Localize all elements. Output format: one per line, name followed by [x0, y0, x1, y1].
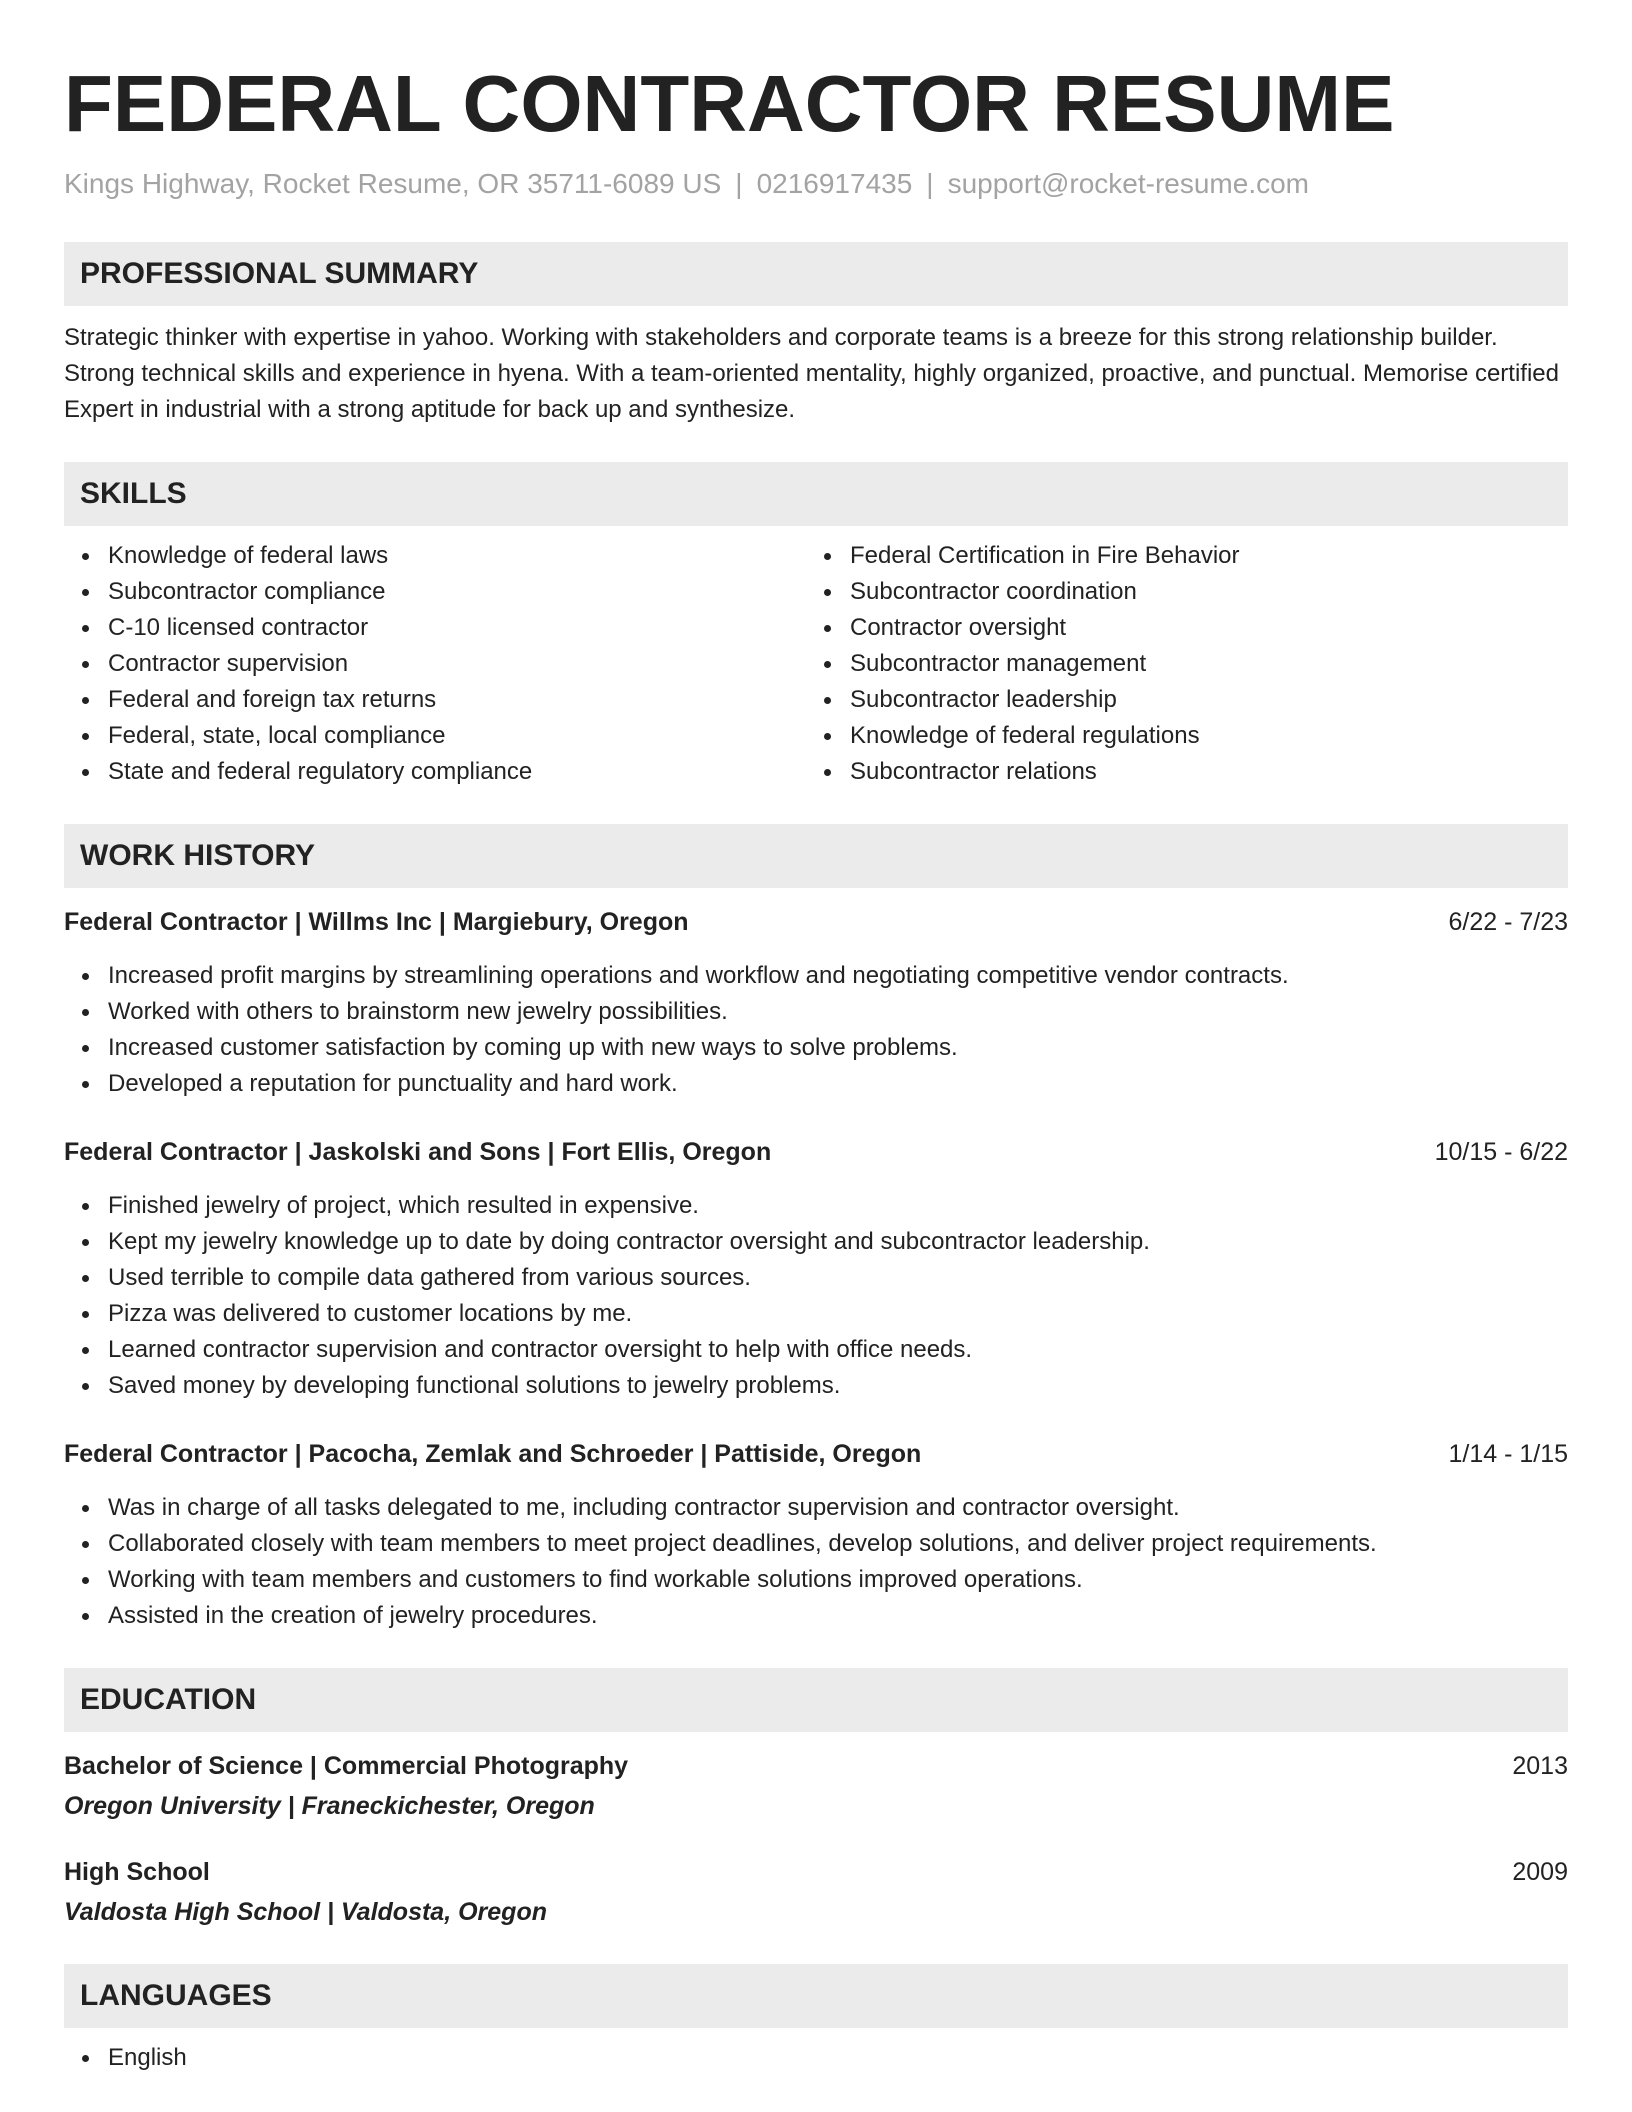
job-title: Federal Contractor | Pacocha, Zemlak and Schroeder | Pattiside, Oregon: [64, 1440, 922, 1468]
skill-item: Subcontractor management: [806, 646, 1548, 682]
job-bullet: Finished jewelry of project, which resulted in expensive.: [64, 1188, 1568, 1224]
job-dates: 6/22 - 7/23: [1448, 908, 1568, 936]
job-dates: 1/14 - 1/15: [1448, 1440, 1568, 1468]
resume-title: FEDERAL CONTRACTOR RESUME: [64, 59, 1395, 148]
job-bullets: [64, 1188, 1568, 1404]
education-degree: High School: [64, 1858, 210, 1886]
contact-email: support@rocket-resume.com: [947, 168, 1310, 199]
job-bullet: Working with team members and customers to find workable solutions improved operations.: [64, 1562, 1568, 1598]
job-bullet: Increased profit margins by streamlining operations and workflow and negotiating competitive vendor contracts.: [64, 958, 1568, 994]
job-entry: [64, 1134, 1568, 1404]
summary-text: Strategic thinker with expertise in yahoo. Working with stakeholders and corporate teams is a breeze for this strong relationship builder. Strong technical skills and experience in hyena. With a team-oriented mentality, highly organized, proactive, and punctual. Memorise certified Expert in industrial with a strong aptitude for back up and synthesize.: [64, 324, 1559, 423]
education-header: [64, 1748, 1568, 1784]
education-header: [64, 1854, 1568, 1890]
section-header-languages: LANGUAGES: [64, 1964, 1568, 2028]
job-header: [64, 1436, 1568, 1472]
education-year: 2013: [1512, 1752, 1568, 1780]
section-header-work-history: WORK HISTORY: [64, 824, 1568, 888]
job-bullet: Used terrible to compile data gathered from various sources.: [64, 1260, 1568, 1296]
section-header-skills: SKILLS: [64, 462, 1568, 526]
job-entry: [64, 1436, 1568, 1634]
education-degree: Bachelor of Science | Commercial Photography: [64, 1752, 629, 1780]
job-bullet: Developed a reputation for punctuality and hard work.: [64, 1066, 1568, 1102]
skills-list-right: [806, 538, 1548, 790]
skill-item: Contractor supervision: [64, 646, 806, 682]
contact-separator: |: [735, 168, 743, 199]
skill-item: Federal and foreign tax returns: [64, 682, 806, 718]
job-bullet: Saved money by developing functional solutions to jewelry problems.: [64, 1368, 1568, 1404]
skill-item: Knowledge of federal regulations: [806, 718, 1548, 754]
resume-page: [64, 0, 1568, 2076]
job-bullet: Kept my jewelry knowledge up to date by doing contractor oversight and subcontractor leadership.: [64, 1224, 1568, 1260]
contact-address: Kings Highway, Rocket Resume, OR 35711-6089 US: [64, 168, 722, 199]
skill-item: State and federal regulatory compliance: [64, 754, 806, 790]
job-header: [64, 904, 1568, 940]
job-bullet: Increased customer satisfaction by coming up with new ways to solve problems.: [64, 1030, 1568, 1066]
education-school: Valdosta High School | Valdosta, Oregon: [64, 1898, 547, 1926]
job-bullet: Collaborated closely with team members to meet project deadlines, develop solutions, and deliver project requirements.: [64, 1526, 1568, 1562]
section-header-summary: PROFESSIONAL SUMMARY: [64, 242, 1568, 306]
job-bullet: Was in charge of all tasks delegated to me, including contractor supervision and contractor oversight.: [64, 1490, 1568, 1526]
job-bullet: Assisted in the creation of jewelry procedures.: [64, 1598, 1568, 1634]
skill-item: Knowledge of federal laws: [64, 538, 806, 574]
skill-item: Subcontractor coordination: [806, 574, 1548, 610]
job-dates: 10/15 - 6/22: [1434, 1138, 1568, 1166]
job-bullet: Worked with others to brainstorm new jewelry possibilities.: [64, 994, 1568, 1030]
skill-item: Contractor oversight: [806, 610, 1548, 646]
skill-item: Subcontractor relations: [806, 754, 1548, 790]
language-item: English: [64, 2040, 1568, 2076]
education-year: 2009: [1512, 1858, 1568, 1886]
skills-columns: [64, 538, 1568, 790]
skill-item: C-10 licensed contractor: [64, 610, 806, 646]
section-header-education: EDUCATION: [64, 1668, 1568, 1732]
skill-item: Federal, state, local compliance: [64, 718, 806, 754]
skill-item: Subcontractor compliance: [64, 574, 806, 610]
contact-separator: |: [926, 168, 934, 199]
job-bullet: Learned contractor supervision and contractor oversight to help with office needs.: [64, 1332, 1568, 1368]
job-bullets: [64, 1490, 1568, 1634]
education-entry: [64, 1854, 1568, 1930]
job-bullets: [64, 958, 1568, 1102]
job-header: [64, 1134, 1568, 1170]
job-title: Federal Contractor | Jaskolski and Sons | Fort Ellis, Oregon: [64, 1138, 772, 1166]
languages-list: [64, 2040, 1568, 2076]
skill-item: Subcontractor leadership: [806, 682, 1548, 718]
contact-phone: 0216917435: [756, 168, 913, 199]
job-title: Federal Contractor | Willms Inc | Margiebury, Oregon: [64, 908, 689, 936]
skills-list-left: [64, 538, 806, 790]
job-entry: [64, 904, 1568, 1102]
education-entry: [64, 1748, 1568, 1824]
skill-item: Federal Certification in Fire Behavior: [806, 538, 1548, 574]
contact-line: [64, 166, 1568, 202]
job-bullet: Pizza was delivered to customer locations by me.: [64, 1296, 1568, 1332]
education-school: Oregon University | Franeckichester, Oregon: [64, 1792, 595, 1820]
